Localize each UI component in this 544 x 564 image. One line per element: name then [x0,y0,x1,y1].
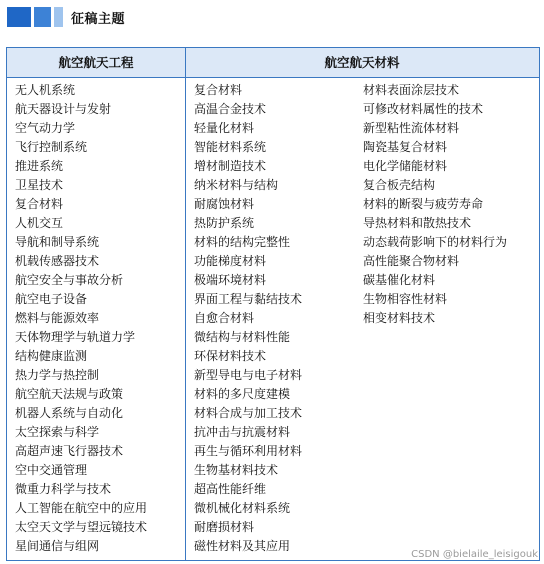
topic-item: 材料合成与加工技术 [194,406,303,420]
topic-item: 推进系统 [15,159,64,173]
topic-item: 航天器设计与发射 [15,102,112,116]
topic-item: 太空天文学与望远镜技术 [15,520,148,534]
topic-item: 新型导电与电子材料 [194,368,303,382]
topic-item: 航空电子设备 [15,292,88,306]
topic-item: 复合材料 [15,197,64,211]
topic-item: 界面工程与黏结技术 [194,292,303,306]
section-header [7,7,125,27]
topic-item: 材料的断裂与疲劳寿命 [363,197,484,211]
topic-item: 材料的结构完整性 [194,235,291,249]
header-aerospace-materials: 航空航天材料 [324,55,400,70]
topic-item: 机器人系统与自动化 [15,406,124,420]
topic-item: 再生与循环利用材料 [194,444,303,458]
topic-item: 生物基材料技术 [194,463,279,477]
topic-item: 陶瓷基复合材料 [363,140,448,154]
topic-item: 新型粘性流体材料 [363,121,460,135]
topic-item: 高性能聚合物材料 [363,254,460,268]
topic-item: 复合板壳结构 [363,178,436,192]
topic-item: 动态载荷影响下的材料行为 [363,235,508,249]
topic-item: 智能材料系统 [194,140,267,154]
column-divider [185,48,186,560]
topic-item: 太空探索与科学 [15,425,100,439]
topic-item: 热力学与热控制 [15,368,100,382]
topic-item: 生物相容性材料 [363,292,448,306]
topic-item: 人工智能在航空中的应用 [15,501,148,515]
topic-item: 人机交互 [15,216,64,230]
watermark: CSDN @bielaile_leisigouk [411,549,538,560]
topic-item: 导航和制导系统 [15,235,100,249]
topic-item: 无人机系统 [15,83,76,97]
topic-item: 微结构与材料性能 [194,330,291,344]
topic-item: 航空航天法规与政策 [15,387,124,401]
topic-item: 结构健康监测 [15,349,88,363]
header-accent-bars [7,7,63,27]
topic-item: 抗冲击与抗震材料 [194,425,291,439]
topic-item: 极端环境材料 [194,273,267,287]
header-aerospace-engineering: 航空航天工程 [58,55,134,70]
table-header-row [7,48,539,78]
topic-item: 材料的多尺度建模 [194,387,291,401]
topic-item: 相变材料技术 [363,311,436,325]
accent-bar-light [54,7,63,27]
topic-item: 自愈合材料 [194,311,255,325]
topic-item: 碳基催化材料 [363,273,436,287]
topic-item: 空中交通管理 [15,463,88,477]
topic-item: 超高性能纤维 [194,482,267,496]
topic-item: 电化学储能材料 [363,159,448,173]
engineering-topics-list [15,78,183,556]
topic-item: 星间通信与组网 [15,539,100,553]
topics-table [6,47,540,561]
topic-item: 功能梯度材料 [194,254,267,268]
topic-item: 燃料与能源效率 [15,311,100,325]
topic-item: 耐磨损材料 [194,520,255,534]
materials-topics-list-left [194,78,359,556]
topic-item: 复合材料 [194,83,243,97]
topic-item: 机载传感器技术 [15,254,100,268]
accent-bar-medium [34,7,51,27]
section-title: 征稿主题 [71,11,126,27]
topic-item: 导热材料和散热技术 [363,216,472,230]
materials-topics-list-right [363,78,533,328]
topic-item: 飞行控制系统 [15,140,88,154]
topic-item: 热防护系统 [194,216,255,230]
accent-bar-dark [7,7,31,27]
topic-item: 环保材料技术 [194,349,267,363]
topic-item: 磁性材料及其应用 [194,539,291,553]
topic-item: 天体物理学与轨道力学 [15,330,136,344]
topic-item: 微机械化材料系统 [194,501,291,515]
topic-item: 高超声速飞行器技术 [15,444,124,458]
topic-item: 轻量化材料 [194,121,255,135]
topic-item: 高温合金技术 [194,102,267,116]
topic-item: 耐腐蚀材料 [194,197,255,211]
topic-item: 可修改材料属性的技术 [363,102,484,116]
topic-item: 微重力科学与技术 [15,482,112,496]
topic-item: 纳米材料与结构 [194,178,279,192]
topic-item: 卫星技术 [15,178,64,192]
topic-item: 航空安全与事故分析 [15,273,124,287]
topic-item: 材料表面涂层技术 [363,83,460,97]
topic-item: 增材制造技术 [194,159,267,173]
topic-item: 空气动力学 [15,121,76,135]
